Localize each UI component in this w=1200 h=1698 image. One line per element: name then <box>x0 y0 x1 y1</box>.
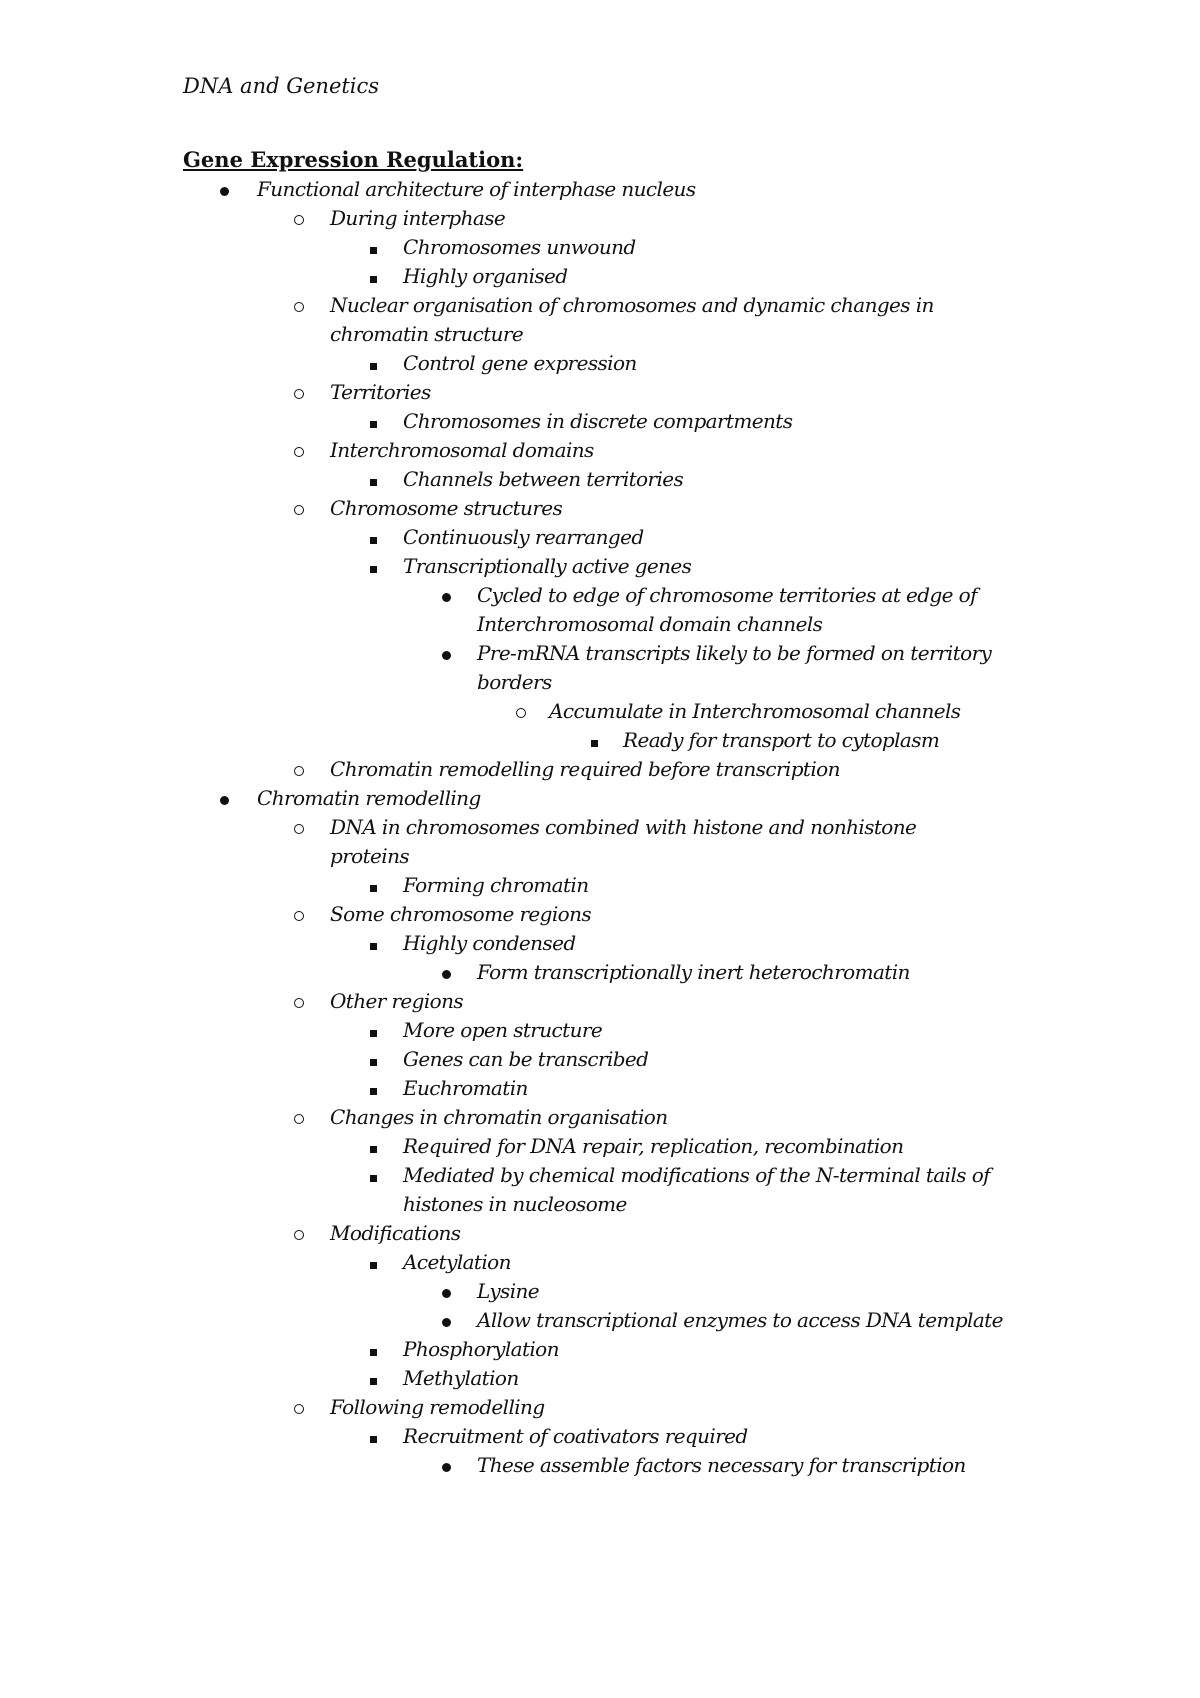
outline-item <box>0 349 1200 378</box>
outline-item <box>0 697 1200 726</box>
outline-item-text: Highly condensed <box>403 931 576 955</box>
filled-dot-bullet-icon <box>436 1277 456 1306</box>
outline-item-text: Following remodelling <box>330 1395 545 1419</box>
outline-item <box>0 871 1200 900</box>
outline-item-text: Forming chromatin <box>403 873 589 897</box>
filled-dot-bullet-icon <box>436 639 456 668</box>
square-bullet-icon <box>584 726 604 755</box>
outline-item-text: Changes in chromatin organisation <box>330 1105 668 1129</box>
outline-item-text: Required for DNA repair, replication, recombination <box>403 1134 904 1158</box>
outline-item <box>0 755 1200 784</box>
outline-item-text: Ready for transport to cytoplasm <box>623 728 940 752</box>
outline-item <box>0 1277 1200 1306</box>
outline-item-text: During interphase <box>330 206 506 230</box>
filled-dot-bullet-icon <box>436 1451 456 1480</box>
hollow-circle-bullet-icon <box>289 1393 309 1422</box>
outline-item <box>0 552 1200 581</box>
outline-item-text: Transcriptionally active genes <box>403 554 692 578</box>
outline-item-text: Accumulate in Interchromosomal channels <box>549 699 961 723</box>
outline-item-text: Genes can be transcribed <box>403 1047 649 1071</box>
square-bullet-icon <box>363 1132 383 1161</box>
outline-item-text: Modifications <box>330 1221 461 1245</box>
square-bullet-icon <box>363 871 383 900</box>
outline-item-text: Control gene expression <box>403 351 637 375</box>
section-title: Gene Expression Regulation: <box>183 147 524 172</box>
hollow-circle-bullet-icon <box>511 697 531 726</box>
square-bullet-icon <box>363 1045 383 1074</box>
outline-item <box>0 175 1200 204</box>
outline-item <box>0 1335 1200 1364</box>
outline-item <box>0 1393 1200 1422</box>
square-bullet-icon <box>363 1335 383 1364</box>
outline-item-text: Pre-mRNA transcripts likely to be formed on territory borders <box>477 641 992 694</box>
outline-item-text: Some chromosome regions <box>330 902 592 926</box>
outline-item-text: Functional architecture of interphase nucleus <box>257 177 696 201</box>
outline-item-text: Chromosomes in discrete compartments <box>403 409 793 433</box>
outline-item-text: These assemble factors necessary for transcription <box>477 1453 966 1477</box>
square-bullet-icon <box>363 1364 383 1393</box>
outline-item <box>0 1248 1200 1277</box>
square-bullet-icon <box>363 349 383 378</box>
square-bullet-icon <box>363 929 383 958</box>
outline-item <box>0 1451 1200 1480</box>
hollow-circle-bullet-icon <box>289 1219 309 1248</box>
outline-item-text: DNA in chromosomes combined with histone and nonhistone proteins <box>330 815 917 868</box>
outline-item-text: Chromosomes unwound <box>403 235 636 259</box>
outline-item-text: Cycled to edge of chromosome territories at edge of Interchromosomal domain channels <box>477 583 977 636</box>
outline-item-text: Chromatin remodelling <box>257 786 481 810</box>
outline-item-text: Mediated by chemical modifications of the N-terminal tails of histones in nucleosome <box>403 1163 990 1216</box>
bullet-outline <box>0 175 1200 1480</box>
outline-item-text: Phosphorylation <box>403 1337 559 1361</box>
square-bullet-icon <box>363 1161 383 1190</box>
square-bullet-icon <box>363 407 383 436</box>
filled-dot-bullet-icon <box>214 784 234 813</box>
outline-item <box>0 1103 1200 1132</box>
filled-dot-bullet-icon <box>436 581 456 610</box>
outline-item-text: Highly organised <box>403 264 568 288</box>
outline-item <box>0 1219 1200 1248</box>
outline-item <box>0 784 1200 813</box>
outline-item <box>0 233 1200 262</box>
outline-item-text: Euchromatin <box>403 1076 528 1100</box>
outline-item <box>0 958 1200 987</box>
outline-item-text: Allow transcriptional enzymes to access DNA template <box>477 1308 1003 1332</box>
square-bullet-icon <box>363 233 383 262</box>
outline-item <box>0 436 1200 465</box>
hollow-circle-bullet-icon <box>289 378 309 407</box>
outline-item <box>0 378 1200 407</box>
outline-item <box>0 813 1200 871</box>
outline-item <box>0 639 1200 697</box>
outline-item <box>0 523 1200 552</box>
outline-item <box>0 726 1200 755</box>
outline-item <box>0 204 1200 233</box>
square-bullet-icon <box>363 1422 383 1451</box>
outline-item-text: Acetylation <box>403 1250 511 1274</box>
outline-item <box>0 1364 1200 1393</box>
square-bullet-icon <box>363 1074 383 1103</box>
hollow-circle-bullet-icon <box>289 291 309 320</box>
outline-item-text: Continuously rearranged <box>403 525 644 549</box>
outline-item-text: Territories <box>330 380 431 404</box>
hollow-circle-bullet-icon <box>289 436 309 465</box>
outline-item <box>0 291 1200 349</box>
filled-dot-bullet-icon <box>436 958 456 987</box>
outline-item <box>0 1045 1200 1074</box>
outline-item <box>0 465 1200 494</box>
square-bullet-icon <box>363 1016 383 1045</box>
outline-item <box>0 1422 1200 1451</box>
outline-item <box>0 494 1200 523</box>
outline-item-text: Chromosome structures <box>330 496 563 520</box>
outline-item <box>0 581 1200 639</box>
hollow-circle-bullet-icon <box>289 813 309 842</box>
square-bullet-icon <box>363 552 383 581</box>
outline-item <box>0 1306 1200 1335</box>
outline-item-text: Recruitment of coativators required <box>403 1424 748 1448</box>
hollow-circle-bullet-icon <box>289 494 309 523</box>
outline-item-text: Lysine <box>477 1279 540 1303</box>
square-bullet-icon <box>363 523 383 552</box>
outline-item-text: Interchromosomal domains <box>330 438 594 462</box>
outline-item <box>0 262 1200 291</box>
outline-item-text: Methylation <box>403 1366 519 1390</box>
outline-item <box>0 900 1200 929</box>
filled-dot-bullet-icon <box>214 175 234 204</box>
outline-item <box>0 987 1200 1016</box>
square-bullet-icon <box>363 1248 383 1277</box>
square-bullet-icon <box>363 465 383 494</box>
outline-item-text: Nuclear organisation of chromosomes and dynamic changes in chromatin structure <box>330 293 934 346</box>
outline-item-text: Form transcriptionally inert heterochromatin <box>477 960 910 984</box>
outline-item <box>0 1132 1200 1161</box>
outline-item <box>0 1074 1200 1103</box>
outline-item-text: More open structure <box>403 1018 603 1042</box>
hollow-circle-bullet-icon <box>289 1103 309 1132</box>
page-header: DNA and Genetics <box>183 74 380 98</box>
square-bullet-icon <box>363 262 383 291</box>
hollow-circle-bullet-icon <box>289 755 309 784</box>
hollow-circle-bullet-icon <box>289 987 309 1016</box>
outline-item <box>0 1161 1200 1219</box>
hollow-circle-bullet-icon <box>289 900 309 929</box>
outline-item-text: Channels between territories <box>403 467 684 491</box>
hollow-circle-bullet-icon <box>289 204 309 233</box>
outline-item <box>0 929 1200 958</box>
filled-dot-bullet-icon <box>436 1306 456 1335</box>
outline-item <box>0 1016 1200 1045</box>
outline-item <box>0 407 1200 436</box>
outline-item-text: Chromatin remodelling required before transcription <box>330 757 840 781</box>
outline-item-text: Other regions <box>330 989 464 1013</box>
